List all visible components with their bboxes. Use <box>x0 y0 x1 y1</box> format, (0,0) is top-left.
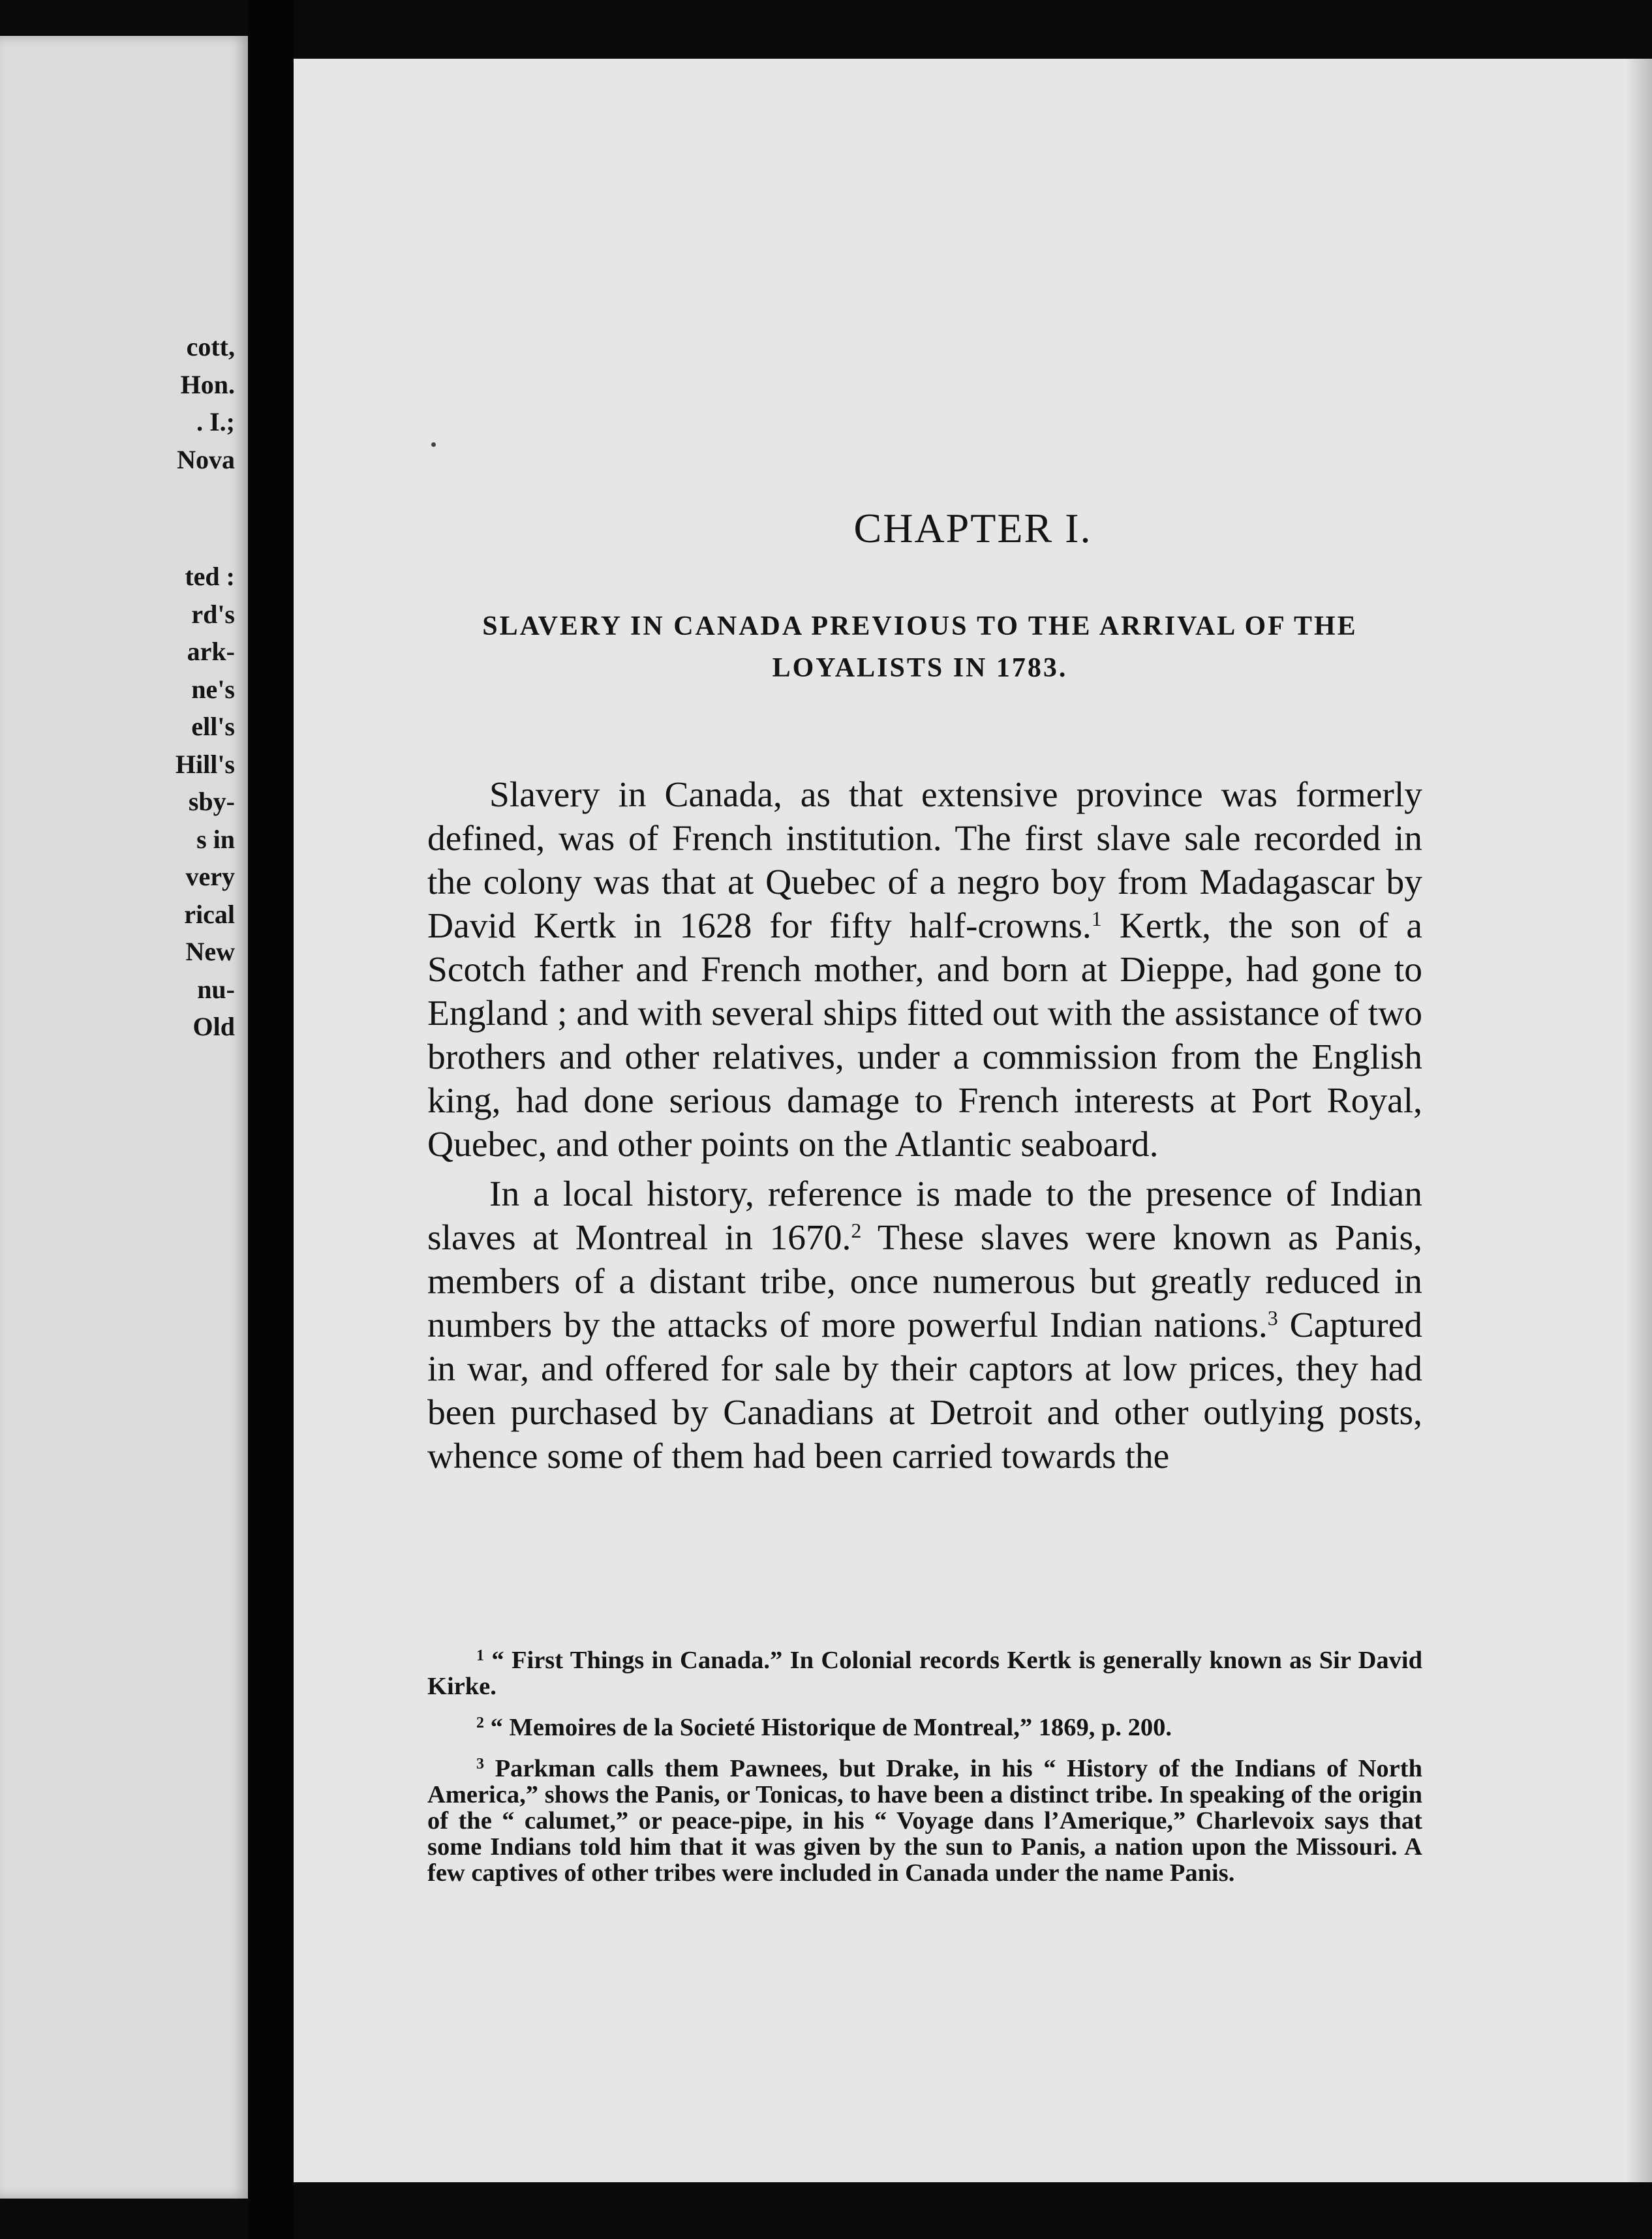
left-fragment: s in <box>196 824 235 854</box>
text-segment: These slaves were known as Panis, members of a distant tribe, once numerous but greatly reduced in numbers by the attacks of more powerful Indian nations. <box>427 1218 1423 1345</box>
footnote-marker: 3 <box>1267 1306 1278 1330</box>
footnotes <box>427 1643 1422 1896</box>
text-segment: Captured in war, and offered for sale by their captors at low prices, they had been purchased by Canadians at Detroit and other outlying posts, whence some of them had been carried towards the <box>427 1305 1422 1476</box>
footnote <box>427 1710 1422 1741</box>
left-fragment: very <box>185 862 235 891</box>
left-fragment: ell's <box>191 712 235 741</box>
left-fragment: . I.; <box>196 407 235 436</box>
ink-speck <box>431 442 436 447</box>
text-segment: In a local history, reference is made to the presence of Indian slaves at Montreal in 1670. <box>427 1174 1422 1258</box>
footnote <box>427 1643 1422 1699</box>
book-gutter <box>248 0 294 2239</box>
left-fragment: ark- <box>187 637 235 666</box>
footnote-number: 2 <box>476 1714 484 1731</box>
footnote-marker: 2 <box>851 1219 862 1242</box>
paragraph <box>427 773 1422 1166</box>
chapter-title: CHAPTER I. <box>853 505 1092 551</box>
footnote <box>427 1751 1422 1886</box>
left-fragment: Old <box>192 1012 235 1041</box>
left-fragment: Hon. <box>180 369 235 399</box>
left-fragment: rical <box>184 899 235 929</box>
chapter-subtitle: SLAVERY IN CANADA PREVIOUS TO THE ARRIVAL OF THE LOYALISTS IN 1783. <box>482 611 1358 683</box>
text-segment: Kertk, the son of a Scotch father and French mother, and born at Dieppe, had gone to England ; and with several ships fitted out with the assistance of two brothers and other relatives, under a commission from the English king, had done serious damage to French interests at Port Royal, Quebec, and other points on the Atlantic seaboard. <box>427 906 1423 1165</box>
footnote-marker: 1 <box>1091 907 1102 930</box>
left-fragment: Hill's <box>175 749 235 779</box>
left-fragment: ne's <box>191 674 235 704</box>
left-fragment: Nova <box>177 444 235 474</box>
left-fragment: ted : <box>185 562 235 591</box>
body-text <box>427 773 1422 1478</box>
left-fragment: sby- <box>188 787 235 816</box>
left-page <box>0 36 248 2199</box>
left-fragment: nu- <box>197 974 235 1004</box>
right-page <box>294 59 1652 2182</box>
left-fragment: New <box>185 937 235 966</box>
left-page-text-top <box>0 328 235 478</box>
left-fragment: cott, <box>186 332 235 361</box>
left-page-text-bottom <box>0 558 235 1046</box>
footnote-text: “ Memoires de la Societé Historique de Montreal,” 1869, p. 200. <box>490 1714 1172 1741</box>
left-fragment: rd's <box>191 599 235 629</box>
paragraph <box>427 1172 1422 1478</box>
footnote-text: Parkman calls them Pawnees, but Drake, in his “ History of the Indians of North America,” shows the Panis, or Tonicas, to have been a distinct tribe. In speaking of the origin of the “ calumet,” or peace-pipe, in his “ Voyage dans l’Amerique,” Charlevoix says that some Indians told him that it was given by the sun to Panis, a nation upon the Missouri. A few captives of other tribes were included in Canada under the name Panis. <box>427 1755 1422 1887</box>
text-segment: Slavery in Canada, as that extensive province was formerly defined, was of French institution. The first slave sale recorded in the colony was that at Quebec of a negro boy from Madagascar by David Kertk in 1628 for fifty half-crowns. <box>427 775 1422 946</box>
footnote-number: 1 <box>476 1647 484 1664</box>
footnote-text: “ First Things in Canada.” In Colonial records Kertk is generally known as Sir David Kirke. <box>427 1647 1423 1700</box>
footnote-number: 3 <box>476 1756 484 1773</box>
